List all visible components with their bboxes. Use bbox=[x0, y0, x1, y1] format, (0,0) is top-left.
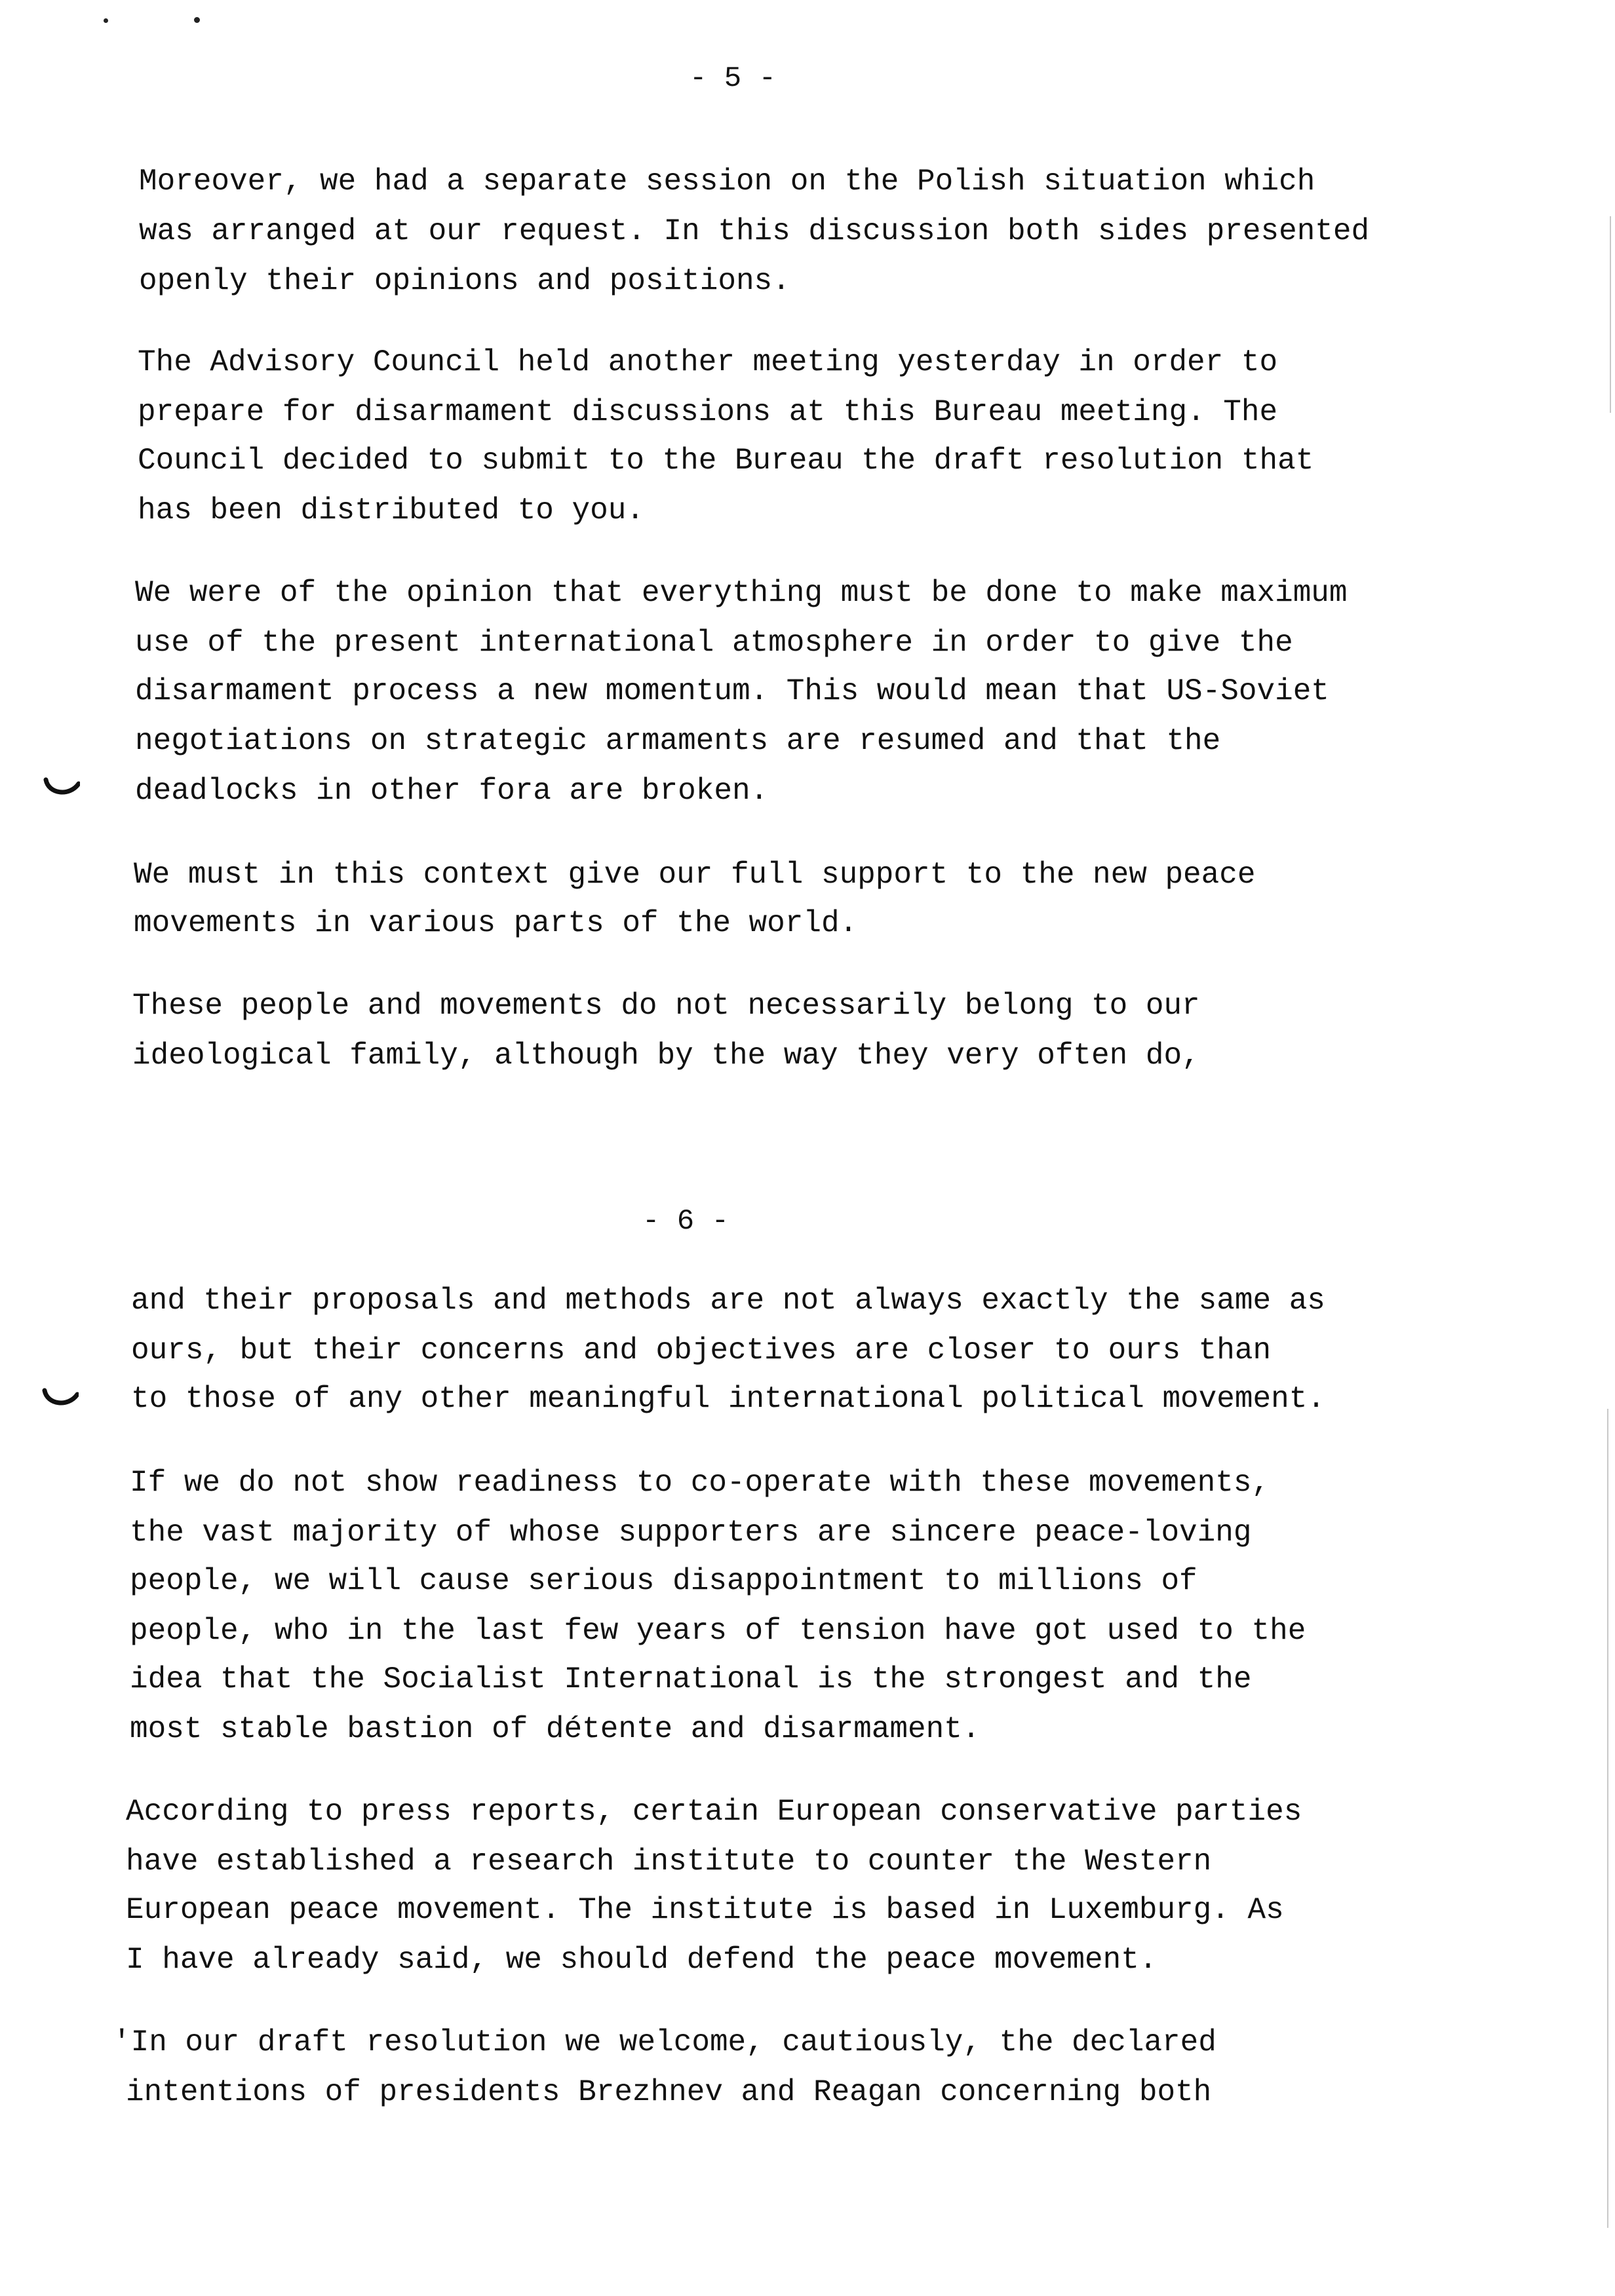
text-line: According to press reports, certain European conservative parties bbox=[126, 1795, 1302, 1829]
text-line: 'In our draft resolution we welcome, cautiously, the declared bbox=[113, 2025, 1216, 2059]
text-line: and their proposals and methods are not always exactly the same as bbox=[131, 1284, 1325, 1318]
text-line: prepare for disarmament discussions at this Bureau meeting. The bbox=[138, 395, 1278, 429]
text-line: the vast majority of whose supporters are sincere peace-loving bbox=[130, 1516, 1252, 1550]
scan-speck bbox=[104, 18, 108, 23]
text-line: Moreover, we had a separate session on the Polish situation which bbox=[139, 164, 1315, 199]
text-line: These people and movements do not necessarily belong to our bbox=[132, 989, 1200, 1023]
text-line: use of the present international atmosphere in order to give the bbox=[135, 626, 1293, 660]
text-line: negotiations on strategic armaments are resumed and that the bbox=[135, 724, 1221, 758]
text-line: people, we will cause serious disappointment to millions of bbox=[130, 1564, 1197, 1598]
text-line: openly their opinions and positions. bbox=[139, 264, 790, 298]
margin-tick-mark bbox=[42, 1388, 79, 1407]
text-line: have established a research institute to counter the Western bbox=[126, 1845, 1212, 1879]
text-line: We were of the opinion that everything must be done to make maximum bbox=[135, 576, 1348, 610]
scan-edge-line bbox=[1610, 216, 1611, 413]
page-number-6: - 6 - bbox=[642, 1205, 730, 1238]
text-line: The Advisory Council held another meeting yesterday in order to bbox=[138, 345, 1278, 379]
text-line: Council decided to submit to the Bureau the draft resolution that bbox=[138, 444, 1314, 478]
text-line: has been distributed to you. bbox=[138, 493, 644, 527]
text-line: idea that the Socialist International is the strongest and the bbox=[130, 1662, 1252, 1696]
text-line: was arranged at our request. In this discussion both sides presented bbox=[139, 214, 1370, 248]
text-line: We must in this context give our full support to the new peace bbox=[134, 858, 1256, 892]
page-number-5: - 5 - bbox=[690, 62, 777, 95]
text-line: most stable bastion of détente and disarmament. bbox=[130, 1712, 981, 1746]
text-line: ours, but their concerns and objectives are closer to ours than bbox=[131, 1333, 1272, 1368]
text-line: disarmament process a new momentum. This would mean that US-Soviet bbox=[135, 674, 1329, 708]
text-line: movements in various parts of the world. bbox=[134, 906, 858, 940]
text-line: ideological family, although by the way they very often do, bbox=[132, 1039, 1200, 1073]
text-line: If we do not show readiness to co-operate with these movements, bbox=[130, 1466, 1270, 1500]
margin-tick-mark bbox=[43, 777, 80, 797]
scan-speck bbox=[194, 17, 200, 23]
text-line: European peace movement. The institute is based in Luxemburg. As bbox=[126, 1893, 1284, 1927]
text-line: I have already said, we should defend the peace movement. bbox=[126, 1943, 1158, 1977]
text-line: intentions of presidents Brezhnev and Reagan concerning both bbox=[126, 2075, 1212, 2109]
text-line: deadlocks in other fora are broken. bbox=[135, 774, 769, 808]
scan-edge-line bbox=[1607, 1409, 1608, 2228]
text-line: people, who in the last few years of tension have got used to the bbox=[130, 1614, 1306, 1648]
text-line: to those of any other meaningful international political movement. bbox=[131, 1382, 1325, 1416]
